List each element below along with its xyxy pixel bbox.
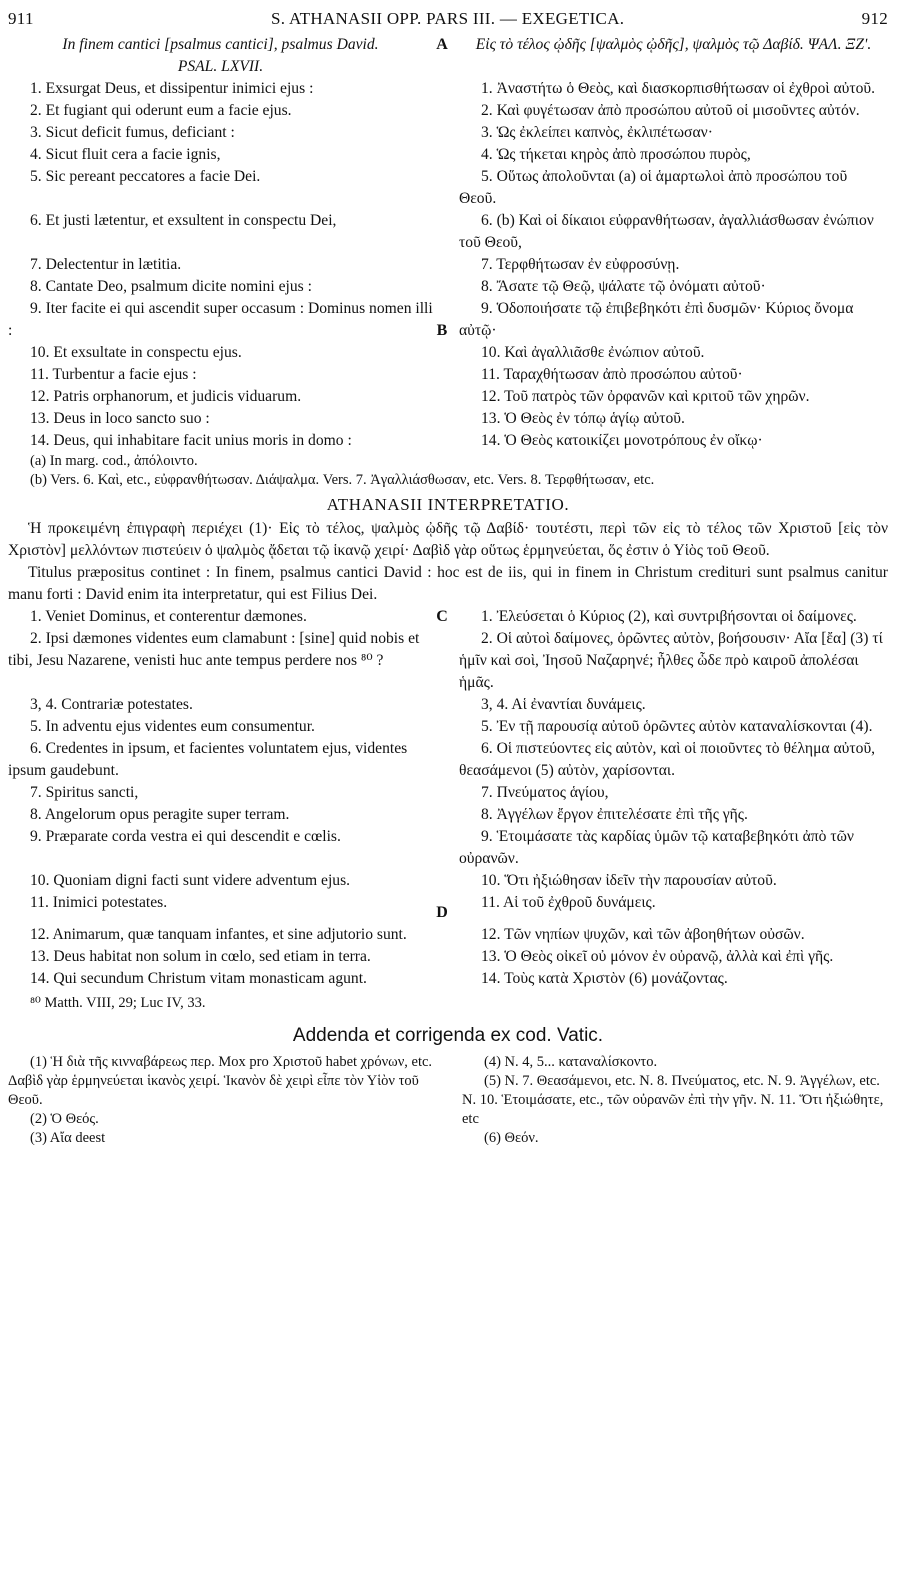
greek-verse: 14. Τοὺς κατὰ Χριστὸν (6) μονάζοντας. <box>481 970 728 987</box>
page-header <box>8 8 888 34</box>
addenda-note: (3) Αἴα deest <box>30 1130 106 1146</box>
latin-psalm-number: PSAL. LXVII. <box>177 58 264 75</box>
greek-verse: 9. Ἑτοιμάσατε τὰς καρδίας ὑμῶν τῷ καταβεβηκότι ἀπὸ τῶν οὐρανῶν. <box>459 828 854 867</box>
verse-row <box>8 254 888 276</box>
verse-row <box>8 738 888 782</box>
verse-row <box>8 122 888 144</box>
latin-verse: 8. Angelorum opus peragite super terram. <box>30 806 290 823</box>
greek-verse: 13. Ὁ Θεὸς οἰκεῖ οὐ μόνον ἐν οὐρανῷ, ἀλλὰ καὶ ἐπὶ γῆς. <box>481 948 834 965</box>
margin-marker-d: D <box>436 904 448 921</box>
latin-verse: 14. Deus, qui inhabitare facit unius moris in domo : <box>30 432 352 449</box>
greek-verse: 3. Ὡς ἐκλείπει καπνὸς, ἐκλιπέτωσαν· <box>481 124 713 141</box>
latin-verse: 1. Exsurgat Deus, et dissipentur inimici ejus : <box>30 80 314 97</box>
addenda-columns <box>8 1053 888 1148</box>
verse-row <box>8 924 888 946</box>
addenda-note: (2) Ὁ Θεός. <box>30 1111 99 1127</box>
verse-row <box>8 628 888 694</box>
verse-row <box>8 342 888 364</box>
verse-row <box>8 968 888 990</box>
greek-verse: 6. (b) Καὶ οἱ δίκαιοι εὐφρανθήτωσαν, ἀγαλλιάσθωσαν ἐνώπιον τοῦ Θεοῦ, <box>459 212 874 251</box>
verse-row <box>8 78 888 100</box>
latin-verse: 10. Quoniam digni facti sunt videre adventum ejus. <box>30 872 351 889</box>
psalm-verses <box>8 78 888 452</box>
greek-verse: 2. Οἱ αὐτοὶ δαίμονες, ὁρῶντες αὐτὸν, βοήσουσιν· Αἴα [ἔα] (3) τί ἡμῖν καὶ σοὶ, Ἰησοῦ Ναζαρηνέ; ἦλθες ὧδε πρὸ καιροῦ ἀπολέσαι ἡμᾶς. <box>459 630 883 691</box>
latin-verse: 7. Delectentur in lætitia. <box>30 256 182 273</box>
greek-verse: 3, 4. Αἱ ἐναντίαι δυνάμεις. <box>481 696 646 713</box>
latin-verse: 14. Qui secundum Christum vitam monasticam agunt. <box>30 970 367 987</box>
latin-verse: 9. Præparate corda vestra ei qui descendit e cœlis. <box>30 828 341 845</box>
verse-row <box>8 946 888 968</box>
greek-verse: 10. Καὶ ἀγαλλιᾶσθε ἐνώπιον αὐτοῦ. <box>481 344 705 361</box>
margin-marker-a: A <box>436 36 448 53</box>
greek-verse: 7. Τερφθήτωσαν ἐν εὐφροσύνῃ. <box>481 256 680 273</box>
greek-psalm-title: Εἰς τὸ τέλος ᾠδῆς [ψαλμὸς ᾠδῆς], ψαλμὸς τῷ Δαβίδ. ΨΑΛ. ΞΖʹ. <box>475 36 872 53</box>
greek-verse: 2. Καὶ φυγέτωσαν ἀπὸ προσώπου αὐτοῦ οἱ μισοῦντες αὐτόν. <box>481 102 860 119</box>
latin-verse: 5. Sic pereant peccatores a facie Dei. <box>30 168 261 185</box>
verse-row <box>8 408 888 430</box>
verse-row <box>8 276 888 298</box>
latin-verse: 11. Turbentur a facie ejus : <box>30 366 197 383</box>
latin-verse: 2. Et fugiant qui oderunt eum a facie ejus. <box>30 102 292 119</box>
greek-verse: 13. Ὁ Θεὸς ἐν τόπῳ ἁγίῳ αὐτοῦ. <box>481 410 685 427</box>
verse-row <box>8 298 888 342</box>
greek-verse: 4. Ὡς τήκεται κηρὸς ἀπὸ προσώπου πυρὸς, <box>481 146 751 163</box>
greek-verse: 12. Τοῦ πατρὸς τῶν ὀρφανῶν καὶ κριτοῦ τῶν χηρῶν. <box>481 388 810 405</box>
latin-verse: 6. Credentes in ipsum, et facientes voluntatem ejus, videntes ipsum gaudebunt. <box>8 740 408 779</box>
greek-intro: Ἡ προκειμένη ἐπιγραφὴ περιέχει (1)· Εἰς τὸ τέλος, ψαλμὸς ᾠδῆς τῷ Δαβίδ· τουτέστι, περὶ τῶν εἰς τὸ τέλος τῶν Χριστοῦ [εἰς τὸν Χριστὸν] μελλόντων πιστεύειν ὁ ψαλμὸς ᾄδεται τῷ ἱκανῷ χειρί· Δαβὶδ γὰρ οὕτως ἑρμηνεύεται, ὅς ἐστιν ὁ Υἱὸς τοῦ Θεοῦ. <box>8 520 888 559</box>
greek-verse: 7. Πνεύματος ἁγίου, <box>481 784 609 801</box>
addenda-right-column <box>462 1053 888 1148</box>
addenda-note: (1) Ἡ διὰ τῆς κινναβάρεως περ. Mox pro Χριστοῦ habet χρόνων, etc. Δαβὶδ γὰρ ἑρμηνεύεται ἱκανὸς χειρί. Ἱκανὸν δὲ χειρὶ εἶπε τὸν Υἱὸν τοῦ Θεοῦ. <box>8 1054 433 1108</box>
verse-row <box>8 804 888 826</box>
latin-verse: 8. Cantate Deo, psalmum dicite nomini ejus : <box>30 278 312 295</box>
latin-verse: 11. Inimici potestates. <box>30 894 168 911</box>
footnote-80: ⁸⁰ Matth. VIII, 29; Luc IV, 33. <box>30 995 206 1011</box>
latin-verse: 10. Et exsultate in conspectu ejus. <box>30 344 242 361</box>
greek-verse: 12. Τῶν νηπίων ψυχῶν, καὶ τῶν ἀβοηθήτων οὐσῶν. <box>481 926 805 943</box>
greek-verse: 6. Οἱ πιστεύοντες εἰς αὐτὸν, καὶ οἱ ποιοῦντες τὸ θέλημα αὐτοῦ, θεασάμενοι (5) αὐτὸν, χαρίσονται. <box>459 740 876 779</box>
verse-row <box>8 430 888 452</box>
running-title: S. ATHANASII OPP. PARS III. — EXEGETICA. <box>271 9 625 28</box>
verse-row <box>8 892 888 924</box>
latin-verse: 9. Iter facite ei qui ascendit super occasum : Dominus nomen illi : <box>8 300 433 339</box>
margin-marker-b: B <box>436 322 448 339</box>
latin-verse: 6. Et justi lætentur, et exsultent in conspectu Dei, <box>30 212 337 229</box>
greek-verse: 5. Ἐν τῇ παρουσίᾳ αὐτοῦ ὁρῶντες αὐτὸν καταναλίσκονται (4). <box>481 718 873 735</box>
verse-row <box>8 716 888 738</box>
verse-row <box>8 144 888 166</box>
verse-row <box>8 606 888 628</box>
footnote-a: (a) In marg. cod., ἀπόλοιντο. <box>30 453 198 469</box>
verse-row <box>8 386 888 408</box>
latin-verse: 13. Deus in loco sancto suo : <box>30 410 210 427</box>
greek-verse: 5. Οὕτως ἀπολοῦνται (a) οἱ ἁμαρτωλοὶ ἀπὸ προσώπου τοῦ Θεοῦ. <box>459 168 848 207</box>
margin-marker-c: C <box>436 608 448 625</box>
greek-verse: 8. Ἄσατε τῷ Θεῷ, ψάλατε τῷ ὀνόματι αὐτοῦ· <box>481 278 766 295</box>
interpretatio-verses <box>8 606 888 990</box>
latin-title-block <box>8 34 433 78</box>
verse-row <box>8 166 888 210</box>
addenda-title: Addenda et corrigenda ex cod. Vatic. <box>292 1025 604 1046</box>
left-page-number: 911 <box>8 9 34 28</box>
greek-verse: 1. Ἀναστήτω ὁ Θεὸς, καὶ διασκορπισθήτωσαν οἱ ἐχθροὶ αὐτοῦ. <box>481 80 876 97</box>
greek-verse: 11. Αἱ τοῦ ἐχθροῦ δυνάμεις. <box>481 894 656 911</box>
greek-verse: 10. Ὅτι ἠξιώθησαν ἰδεῖν τὴν παρουσίαν αὐτοῦ. <box>481 872 777 889</box>
latin-verse: 4. Sicut fluit cera a facie ignis, <box>30 146 221 163</box>
verse-row <box>8 694 888 716</box>
verse-row <box>8 100 888 122</box>
greek-verse: 14. Ὁ Θεὸς κατοικίζει μονοτρόπους ἐν οἴκῳ· <box>481 432 763 449</box>
addenda-left-column <box>8 1053 462 1148</box>
latin-verse: 3. Sicut deficit fumus, deficiant : <box>30 124 235 141</box>
addenda-note: (4) N. 4, 5... καταναλίσκοντο. <box>484 1054 658 1070</box>
latin-verse: 7. Spiritus sancti, <box>30 784 139 801</box>
footnote-b: (b) Vers. 6. Καὶ, etc., εὐφρανθήτωσαν. Διάψαλμα. Vers. 7. Ἀγαλλιάσθωσαν, etc. Vers. 8. Τερφθήτωσαν, etc. <box>30 472 655 488</box>
verse-row <box>8 210 888 254</box>
psalm-title-row <box>8 34 888 78</box>
addenda-note: (6) Θεόν. <box>484 1130 539 1146</box>
latin-verse: 3, 4. Contrariæ potestates. <box>30 696 193 713</box>
latin-verse: 12. Animarum, quæ tanquam infantes, et sine adjutorio sunt. <box>30 926 407 943</box>
greek-verse: 1. Ἐλεύσεται ὁ Κύριος (2), καὶ συντριβήσονται οἱ δαίμονες. <box>481 608 857 625</box>
verse-row <box>8 364 888 386</box>
greek-verse: 11. Ταραχθήτωσαν ἀπὸ προσώπου αὐτοῦ· <box>481 366 743 383</box>
latin-verse: 13. Deus habitat non solum in cœlo, sed etiam in terra. <box>30 948 371 965</box>
greek-verse: 8. Ἀγγέλων ἔργον ἐπιτελέσατε ἐπὶ τῆς γῆς. <box>481 806 748 823</box>
latin-verse: 12. Patris orphanorum, et judicis viduarum. <box>30 388 302 405</box>
verse-row <box>8 870 888 892</box>
latin-verse: 2. Ipsi dæmones videntes eum clamabunt : [sine] quid nobis et tibi, Jesu Nazarene, venisti huc ante tempus perdere nos ⁸⁰ ? <box>8 630 420 669</box>
verse-row <box>8 826 888 870</box>
verse-row <box>8 782 888 804</box>
addenda-note: (5) N. 7. Θεασάμενοι, etc. N. 8. Πνεύματος, etc. N. 9. Ἀγγέλων, etc. N. 10. Ἑτοιμάσατε, etc., τῶν οὐρανῶν ἐπὶ τὴν γῆν. N. 11. Ὅτι ἠξιώθητε, etc <box>462 1073 884 1127</box>
latin-verse: 1. Veniet Dominus, et conterentur dæmones. <box>30 608 307 625</box>
latin-intro: Titulus præpositus continet : In finem, psalmus cantici David : hoc est de iis, qui in finem in Christum credituri sunt psalmus canitur manu forti : David enim ita interpretatur, qui est Filius Dei. <box>8 564 888 603</box>
right-page-number: 912 <box>861 9 888 28</box>
latin-psalm-title: In finem cantici [psalmus cantici], psalmus David. <box>62 36 379 53</box>
interpretatio-title: ATHANASII INTERPRETATIO. <box>326 495 570 514</box>
page <box>8 8 888 1148</box>
latin-verse: 5. In adventu ejus videntes eum consumentur. <box>30 718 315 735</box>
greek-verse: 9. Ὁδοποιήσατε τῷ ἐπιβεβηκότι ἐπὶ δυσμῶν· Κύριος ὄνομα αὐτῷ· <box>459 300 854 339</box>
